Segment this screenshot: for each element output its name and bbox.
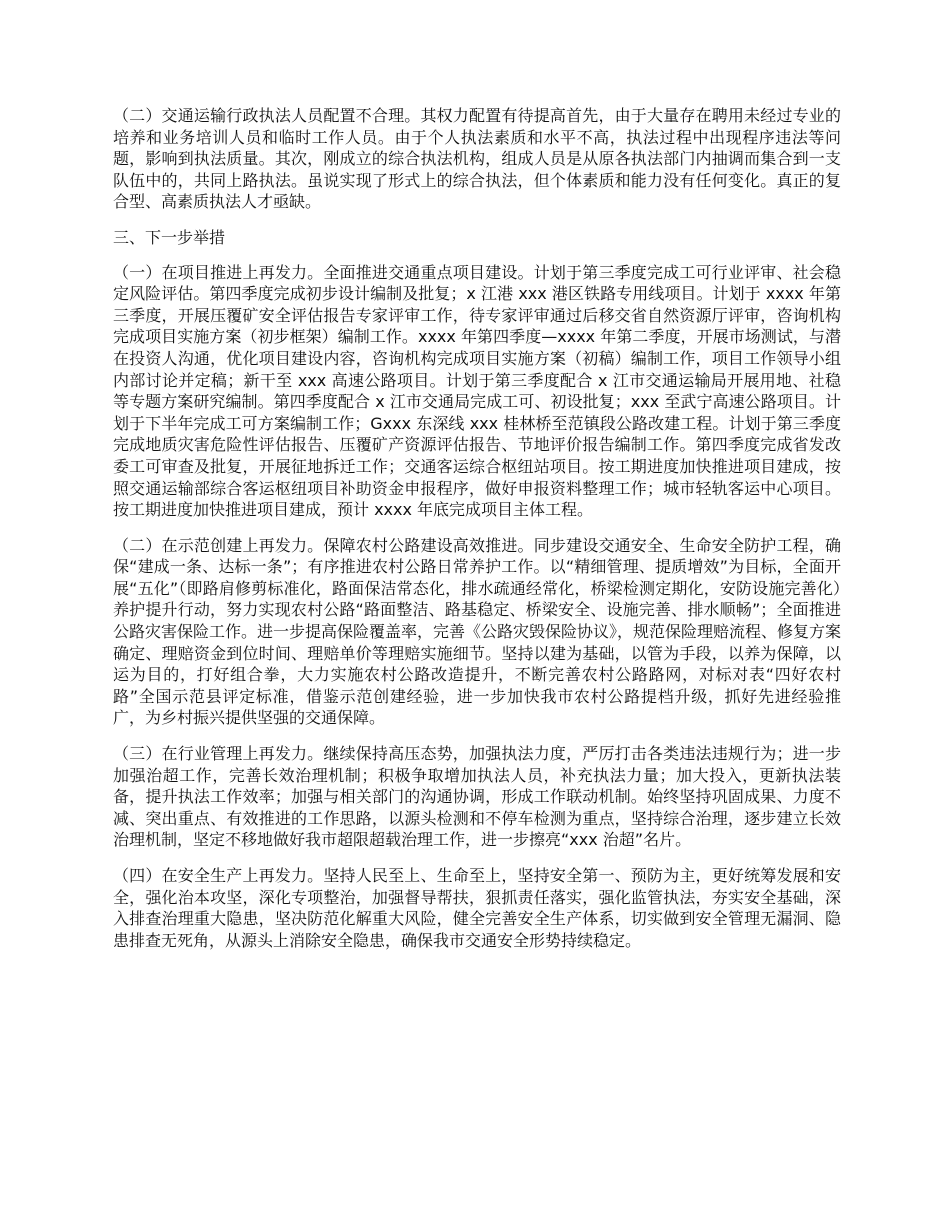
paragraph-demonstration-creation: （二）在示范创建上再发力。保障农村公路建设高效推进。同步建设交通安全、生命安全防护工程，确保“建成一条、达标一条”；有序推进农村公路日常养护工作。以“精细管理、提质增效”为目标，全面开展“五化”（即路肩修剪标准化，路面保洁常态化，排水疏通经常化，桥梁检测定期化，安防设施完善化）养护提升行动，努力实现农村公路“路面整洁、路基稳定、桥梁安全、设施完善、排水顺畅”；全面推进公路灾害保险工作。进一步提高保险覆盖率，完善《公路灾毁保险协议》，规范保险理赔流程、修复方案确定、理赔资金到位时间、理赔单价等理赔实施细节。坚持以建为基础，以管为手段，以养为保障，以运为目的，打好组合拳，大力实施农村公路改造提升，不断完善农村公路路网，对标对表“四好农村路”全国示范县评定标准，借鉴示范创建经验，进一步加快我市农村公路提档升级，抓好先进经验推广，为乡村振兴提供坚强的交通保障。 — [113, 535, 842, 728]
paragraph-safety-production: （四）在安全生产上再发力。坚持人民至上、生命至上，坚持安全第一、预防为主，更好统筹发展和安全，强化治本攻坚，深化专项整治，加强督导帮扶，狠抓责任落实，强化监管执法，夯实安全基础，深入排查治理重大隐患，坚决防范化解重大风险，健全完善安全生产体系，切实做到安全管理无漏洞、隐患排查无死角，从源头上消除安全隐患，确保我市交通安全形势持续稳定。 — [113, 866, 841, 950]
document-page — [113, 105, 841, 965]
section-heading-next-steps: 三、下一步举措 — [113, 227, 226, 247]
paragraph-enforcement-staffing: （二）交通运输行政执法人员配置不合理。其权力配置有待提高首先，由于大量存在聘用未经过专业的培养和业务培训人员和临时工作人员。由于个人执法素质和水平不高，执法过程中出现程序违法等问题，影响到执法质量。其次，刚成立的综合执法机构，组成人员是从原各执法部门内抽调而集合到一支队伍中的，共同上路执法。虽说实现了形式上的综合执法，但个体素质和能力没有任何变化。真正的复合型、高素质执法人才亟缺。 — [113, 106, 841, 212]
paragraph-industry-management: （三）在行业管理上再发力。继续保持高压态势，加强执法力度，严厉打击各类违法违规行为；进一步加强治超工作，完善长效治理机制；积极争取增加执法人员，补充执法力量；加大投入，更新执法装备，提升执法工作效率；加强与相关部门的沟通协调，形成工作联动机制。始终坚持巩固成果、力度不减、突出重点、有效推进的工作思路，以源头检测和不停车检测为重点，坚持综合治理，逐步建立长效治理机制，坚定不移地做好我市超限超载治理工作，进一步擦亮“xxx 治超”名片。 — [113, 744, 841, 850]
paragraph-project-promotion: （一）在项目推进上再发力。全面推进交通重点项目建设。计划于第三季度完成工可行业评审、社会稳定风险评估。第四季度完成初步设计编制及批复；x 江港 xxx 港区铁路专用线项目。计划于 xxxx 年第三季度，开展压覆矿安全评估报告专家评审工作，待专家评审通过后移交省自然资源厅评审，咨询机构完成项目实施方案（初步框架）编制工作。xxxx 年第四季度—xxxx 年第二季度，开展市场测试，与潜在投资人沟通，优化项目建设内容，咨询机构完成项目实施方案（初稿）编制工作，项目工作领导小组内部讨论并定稿；新干至 xxx 高速公路项目。计划于第三季度配合 x 江市交通运输局开展用地、社稳等专题方案研究编制。第四季度配合 x 江市交通局完成工可、初设批复；xxx 至武宁高速公路项目。计划于下半年完成工可方案编制工作；Gxxx 东深线 xxx 桂林桥至范镇段公路改建工程。计划于第三季度完成地质灾害危险性评估报告、压覆矿产资源评估报告、节地评价报告编制工作。第四季度完成省发改委工可审查及批复，开展征地拆迁工作；交通客运综合枢纽站项目。按工期进度加快推进项目建成，按照交通运输部综合客运枢纽项目补助资金申报程序，做好申报资料整理工作；城市轻轨客运中心项目。按工期进度加快推进项目建成，预计 xxxx 年底完成项目主体工程。 — [113, 262, 841, 520]
